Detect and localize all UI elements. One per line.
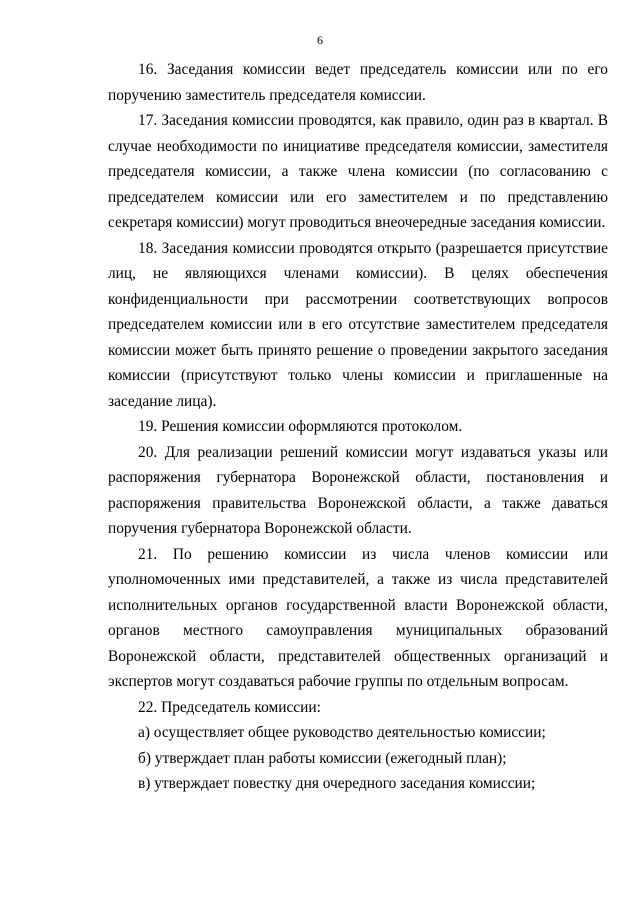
- paragraph-16-meeting-chair: 16. Заседания комиссии ведет председатель комиссии или по его поручению заместитель председателя комиссии.: [108, 61, 608, 104]
- paragraph-19-decisions-protocol: 19. Решения комиссии оформляются протоколом.: [138, 418, 463, 435]
- list-item-b: б) утверждает план работы комиссии (ежегодный план);: [138, 749, 507, 767]
- paragraph-17-meeting-frequency: 17. Заседания комиссии проводятся, как правило, один раз в квартал. В случае необходимости по инициативе председателя комиссии, заместителя председателя комиссии, а также члена комиссии (по согласованию с председателем комиссии или его заместителем и по представлению секретаря комиссии) могут проводиться внеочередные заседания комиссии.: [108, 112, 608, 231]
- paragraph-18-open-meetings: 18. Заседания комиссии проводятся открыто (разрешается присутствие лиц, не являющихся членами комиссии). В целях обеспечения конфиденциальности при рассмотрении соответствующих вопросов председателем комиссии или в его отсутствие заместителем председателя комиссии может быть принято решение о проведении закрытого заседания комиссии (присутствуют только члены комиссии и приглашенные на заседание лица).: [108, 239, 608, 410]
- list-item-v: в) утверждает повестку дня очередного заседания комиссии;: [138, 775, 536, 792]
- paragraph-21-working-groups: 21. По решению комиссии из числа членов комиссии или уполномоченных ими представителей, а также из числа представителей исполнительных органов государственной власти Воронежской области, органов местного самоуправления муниципальных образований Воронежской области, представителей общественных организаций и экспертов могут создаваться рабочие группы по отдельным вопросам.: [108, 545, 608, 690]
- paragraph-22-chairman-duties: 22. Председатель комиссии:: [138, 698, 321, 716]
- list-item-a: а) осуществляет общее руководство деятельностью комиссии;: [138, 724, 546, 741]
- paragraph-20-implementation: 20. Для реализации решений комиссии могут издаваться указы или распоряжения губернатора Воронежской области, постановления и распоряжения правительства Воронежской области, а также даваться поручения губернатора Воронежской области.: [108, 443, 608, 537]
- page-number: 6: [317, 33, 323, 47]
- document-body: [108, 57, 608, 797]
